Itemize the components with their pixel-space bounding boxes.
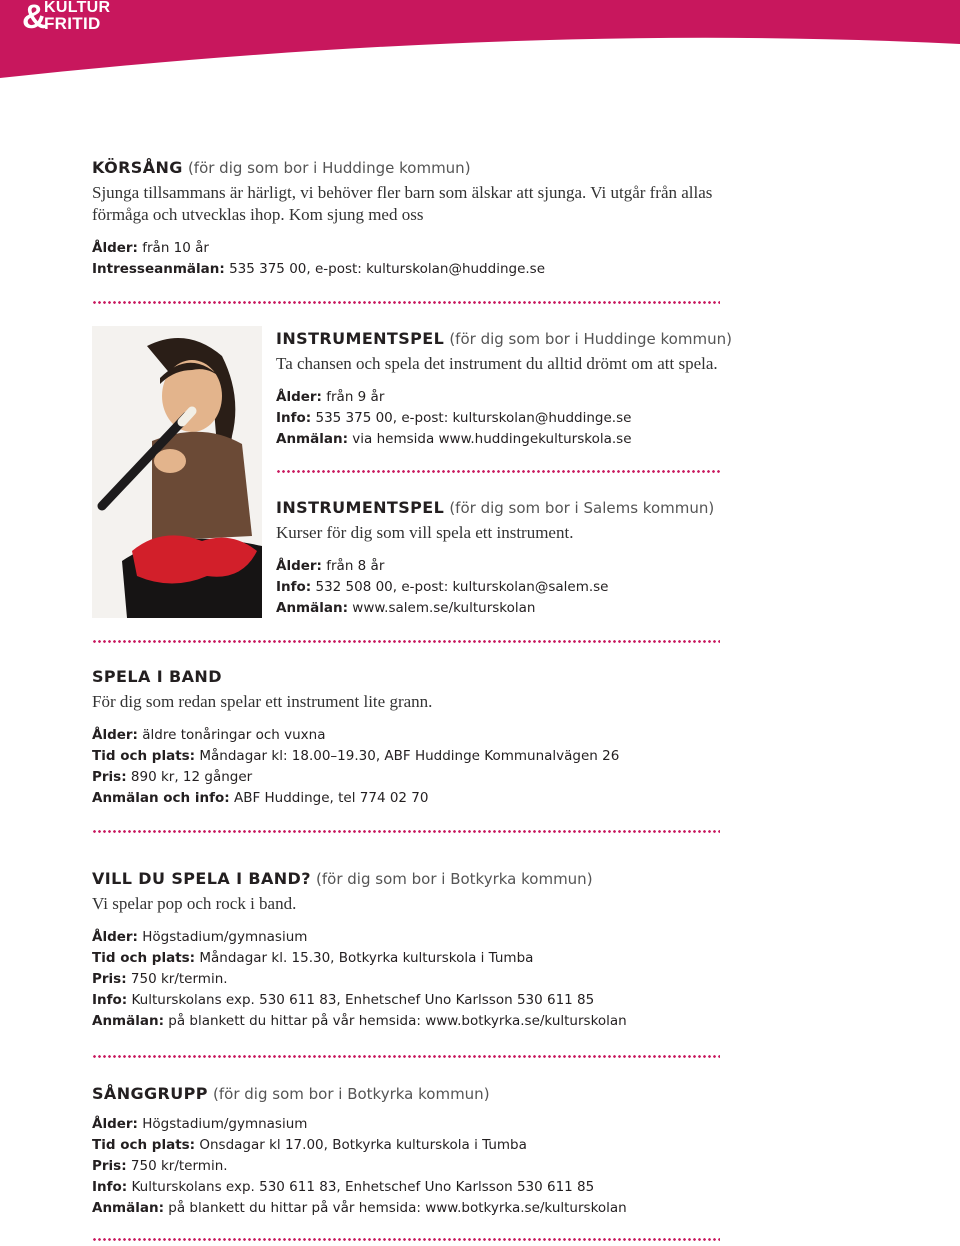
- section-title: VILL DU SPELA I BAND? (för dig som bor i Botkyrka kommun): [92, 869, 593, 888]
- header-banner: [0, 0, 960, 80]
- section-title: SÅNGGRUPP (för dig som bor i Botkyrka kommun): [92, 1084, 490, 1103]
- section-facts: Ålder: från 8 år Info: 532 508 00, e-post: kulturskolan@salem.se Anmälan: www.salem.se/kulturskolan: [276, 558, 609, 616]
- section-facts: Ålder: äldre tonåringar och vuxna Tid och plats: Måndagar kl: 18.00–19.30, ABF Huddinge Kommunalvägen 26 Pris: 890 kr, 12 gånger Anmälan och info: ABF Huddinge, tel 774 02 70: [92, 727, 620, 806]
- section-description: Vi spelar pop och rock i band.: [92, 894, 297, 913]
- section-title: INSTRUMENTSPEL (för dig som bor i Salems kommun): [276, 498, 715, 517]
- section-title: KÖRSÅNG (för dig som bor i Huddinge kommun): [92, 158, 471, 177]
- dotted-divider: [92, 640, 720, 643]
- section-title: SPELA I BAND: [92, 667, 222, 686]
- section-instrumentspel-salem: [276, 498, 736, 619]
- section-korsang: [92, 158, 732, 280]
- dotted-divider: [92, 301, 720, 304]
- section-sanggrupp: [92, 1084, 732, 1219]
- section-title: INSTRUMENTSPEL (för dig som bor i Huddinge kommun): [276, 329, 732, 348]
- dotted-divider: [276, 470, 720, 473]
- section-facts: Ålder: Högstadium/gymnasium Tid och plats: Onsdagar kl 17.00, Botkyrka kulturskola i Tumba Pris: 750 kr/termin. Info: Kulturskolans exp. 530 611 83, Enhetschef Uno Karlsson 530 611 85 Anmälan: på blankett du hittar på vår hemsida: www.botkyrka.se/kulturskolan: [92, 1116, 627, 1216]
- section-description: Kurser för dig som vill spela ett instrument.: [276, 523, 574, 542]
- dotted-divider: [92, 1238, 720, 1241]
- dotted-divider: [92, 830, 720, 833]
- section-description: Sjunga tillsammans är härligt, vi behöver fler barn som älskar att sjunga. Vi utgår från allas förmåga och utvecklas ihop. Kom sjung med oss: [92, 183, 713, 224]
- section-vill-du-spela-i-band: [92, 869, 732, 1032]
- section-instrumentspel-huddinge: [276, 329, 736, 450]
- section-description: För dig som redan spelar ett instrument lite grann.: [92, 692, 433, 711]
- section-facts: Ålder: från 10 år Intresseanmälan: 535 375 00, e-post: kulturskolan@huddinge.se: [92, 240, 546, 277]
- section-description: Ta chansen och spela det instrument du alltid drömt om att spela.: [276, 354, 718, 373]
- section-facts: Ålder: från 9 år Info: 535 375 00, e-post: kulturskolan@huddinge.se Anmälan: via hemsida www.huddingekulturskola.se: [276, 389, 632, 447]
- girl-playing-recorder-photo: [92, 326, 262, 618]
- section-spela-i-band: [92, 667, 732, 809]
- dotted-divider: [92, 1055, 720, 1058]
- section-facts: Ålder: Högstadium/gymnasium Tid och plats: Måndagar kl. 15.30, Botkyrka kulturskola i Tumba Pris: 750 kr/termin. Info: Kulturskolans exp. 530 611 83, Enhetschef Uno Karlsson 530 611 85 Anmälan: på blankett du hittar på vår hemsida: www.botkyrka.se/kulturskolan: [92, 929, 627, 1029]
